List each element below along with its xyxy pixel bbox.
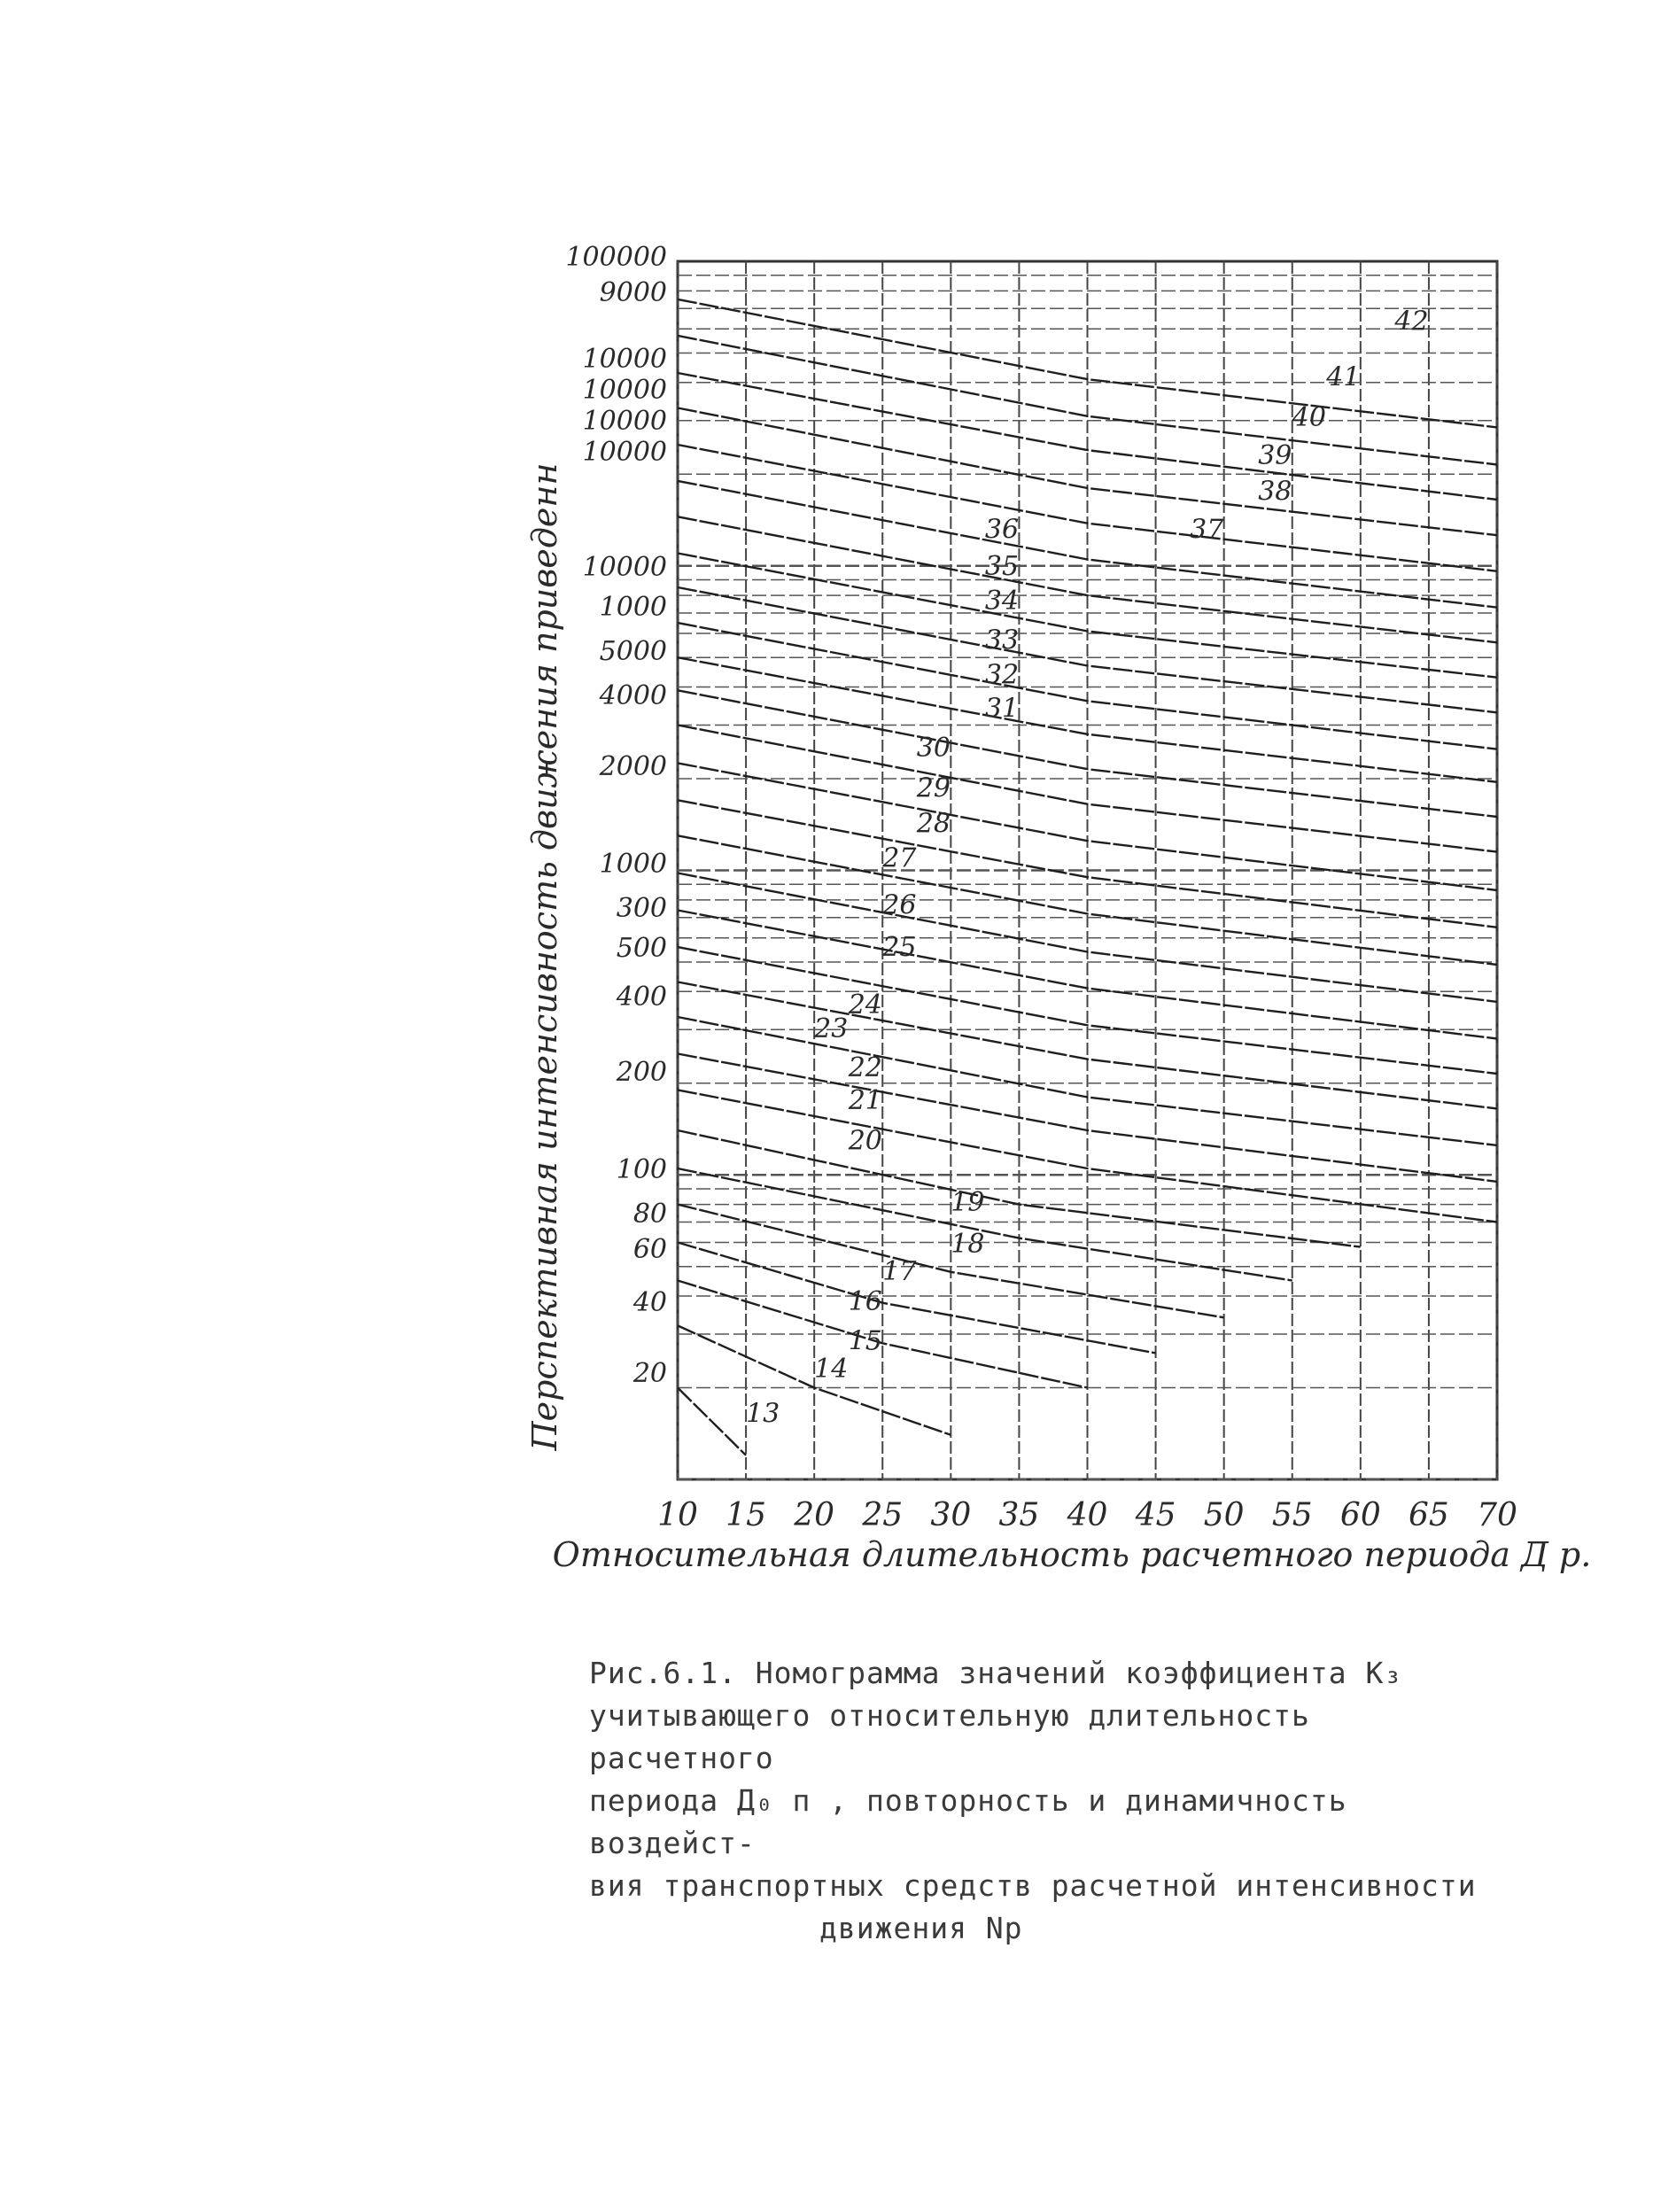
figure-caption bbox=[589, 1652, 1493, 1950]
y-tick-label: 10000 bbox=[582, 552, 667, 583]
curve-label-15: 15 bbox=[848, 1325, 882, 1357]
y-tick-label: 300 bbox=[616, 893, 667, 924]
curve-16 bbox=[678, 1243, 1156, 1357]
curve-label-13: 13 bbox=[746, 1398, 780, 1430]
curve-label-19: 19 bbox=[951, 1187, 985, 1219]
curve-label-20: 20 bbox=[848, 1125, 882, 1157]
y-tick-label: 1000 bbox=[599, 592, 667, 623]
x-axis-title: Относительная длительность расчетного периода Д р. bbox=[552, 1535, 1592, 1574]
y-tick-label: 10000 bbox=[582, 406, 667, 437]
y-tick-label: 40 bbox=[632, 1287, 667, 1318]
curve-label-16: 16 bbox=[848, 1285, 882, 1317]
x-tick-label: 45 bbox=[1135, 1497, 1176, 1533]
x-tick-label: 10 bbox=[657, 1497, 698, 1533]
x-tick-label: 25 bbox=[862, 1497, 904, 1533]
x-tick-label: 65 bbox=[1409, 1497, 1449, 1533]
x-tick-label: 35 bbox=[998, 1497, 1040, 1533]
curve-label-37: 37 bbox=[1190, 514, 1224, 546]
x-tick-label: 60 bbox=[1339, 1497, 1381, 1533]
x-tick-label: 30 bbox=[930, 1497, 972, 1533]
y-tick-label: 100 bbox=[616, 1154, 667, 1185]
x-tick-label: 15 bbox=[726, 1497, 766, 1533]
curve-label-30: 30 bbox=[916, 733, 951, 764]
curve-label-32: 32 bbox=[984, 659, 1020, 691]
caption-line-1: Рис.6.1. Номограмма значений коэффициента К₃ bbox=[589, 1656, 1403, 1690]
curve-13 bbox=[678, 1388, 746, 1455]
x-tick-label: 70 bbox=[1477, 1497, 1517, 1533]
x-axis-ticks bbox=[657, 1497, 1517, 1533]
curve-label-14: 14 bbox=[814, 1354, 849, 1385]
curve-label-40: 40 bbox=[1292, 402, 1326, 434]
curve-label-27: 27 bbox=[882, 842, 917, 874]
y-tick-label: 4000 bbox=[599, 680, 667, 711]
y-tick-label: 9000 bbox=[599, 277, 667, 308]
curve-label-42: 42 bbox=[1394, 306, 1429, 338]
caption-line-4: вия транспортных средств расчетной интенсивности bbox=[589, 1868, 1477, 1903]
curve-label-38: 38 bbox=[1258, 476, 1292, 508]
curve-label-18: 18 bbox=[951, 1229, 985, 1261]
x-tick-label: 40 bbox=[1067, 1497, 1108, 1533]
curve-label-25: 25 bbox=[882, 932, 917, 964]
y-tick-label: 1000 bbox=[599, 849, 667, 880]
caption-line-2: учитывающего относительную длительность расчетного bbox=[589, 1698, 1310, 1775]
curve-label-41: 41 bbox=[1326, 361, 1361, 393]
curve-18 bbox=[678, 1168, 1292, 1281]
caption-line-5: движения Nр bbox=[819, 1911, 1023, 1945]
curve-label-39: 39 bbox=[1258, 439, 1292, 471]
x-tick-label: 55 bbox=[1271, 1497, 1313, 1533]
y-tick-label: 2000 bbox=[599, 751, 667, 782]
curve-label-24: 24 bbox=[848, 990, 882, 1021]
y-tick-label: 60 bbox=[632, 1234, 667, 1265]
x-tick-label: 20 bbox=[794, 1497, 835, 1533]
y-tick-label: 10000 bbox=[582, 344, 667, 375]
curve-label-21: 21 bbox=[848, 1085, 882, 1117]
y-tick-label: 400 bbox=[616, 982, 667, 1013]
curve-label-34: 34 bbox=[984, 585, 1020, 617]
curve-label-17: 17 bbox=[882, 1255, 917, 1287]
y-tick-label: 100000 bbox=[565, 242, 667, 273]
curve-label-22: 22 bbox=[848, 1052, 882, 1084]
y-axis-ticks bbox=[565, 242, 667, 1389]
y-tick-label: 80 bbox=[632, 1199, 667, 1230]
chart-grid bbox=[678, 261, 1497, 1479]
curve-label-35: 35 bbox=[984, 550, 1020, 582]
curve-label-28: 28 bbox=[916, 808, 951, 840]
caption-line-3: периода Д₀ п , повторность и динамичность воздейст- bbox=[589, 1783, 1347, 1860]
x-tick-label: 50 bbox=[1203, 1497, 1245, 1533]
y-tick-label: 20 bbox=[632, 1358, 667, 1389]
curve-label-36: 36 bbox=[984, 514, 1020, 546]
y-axis-title: Перспективная интенсивность движения приведенн bbox=[525, 462, 564, 1451]
y-tick-label: 10000 bbox=[582, 375, 667, 406]
curve-label-29: 29 bbox=[916, 772, 951, 804]
curve-label-33: 33 bbox=[984, 625, 1020, 656]
y-tick-label: 5000 bbox=[599, 636, 667, 667]
y-tick-label: 10000 bbox=[582, 437, 667, 468]
curve-label-26: 26 bbox=[882, 889, 917, 921]
y-tick-label: 200 bbox=[616, 1057, 667, 1088]
curve-label-31: 31 bbox=[984, 693, 1020, 725]
y-tick-label: 500 bbox=[616, 933, 667, 964]
curve-label-23: 23 bbox=[814, 1013, 849, 1045]
